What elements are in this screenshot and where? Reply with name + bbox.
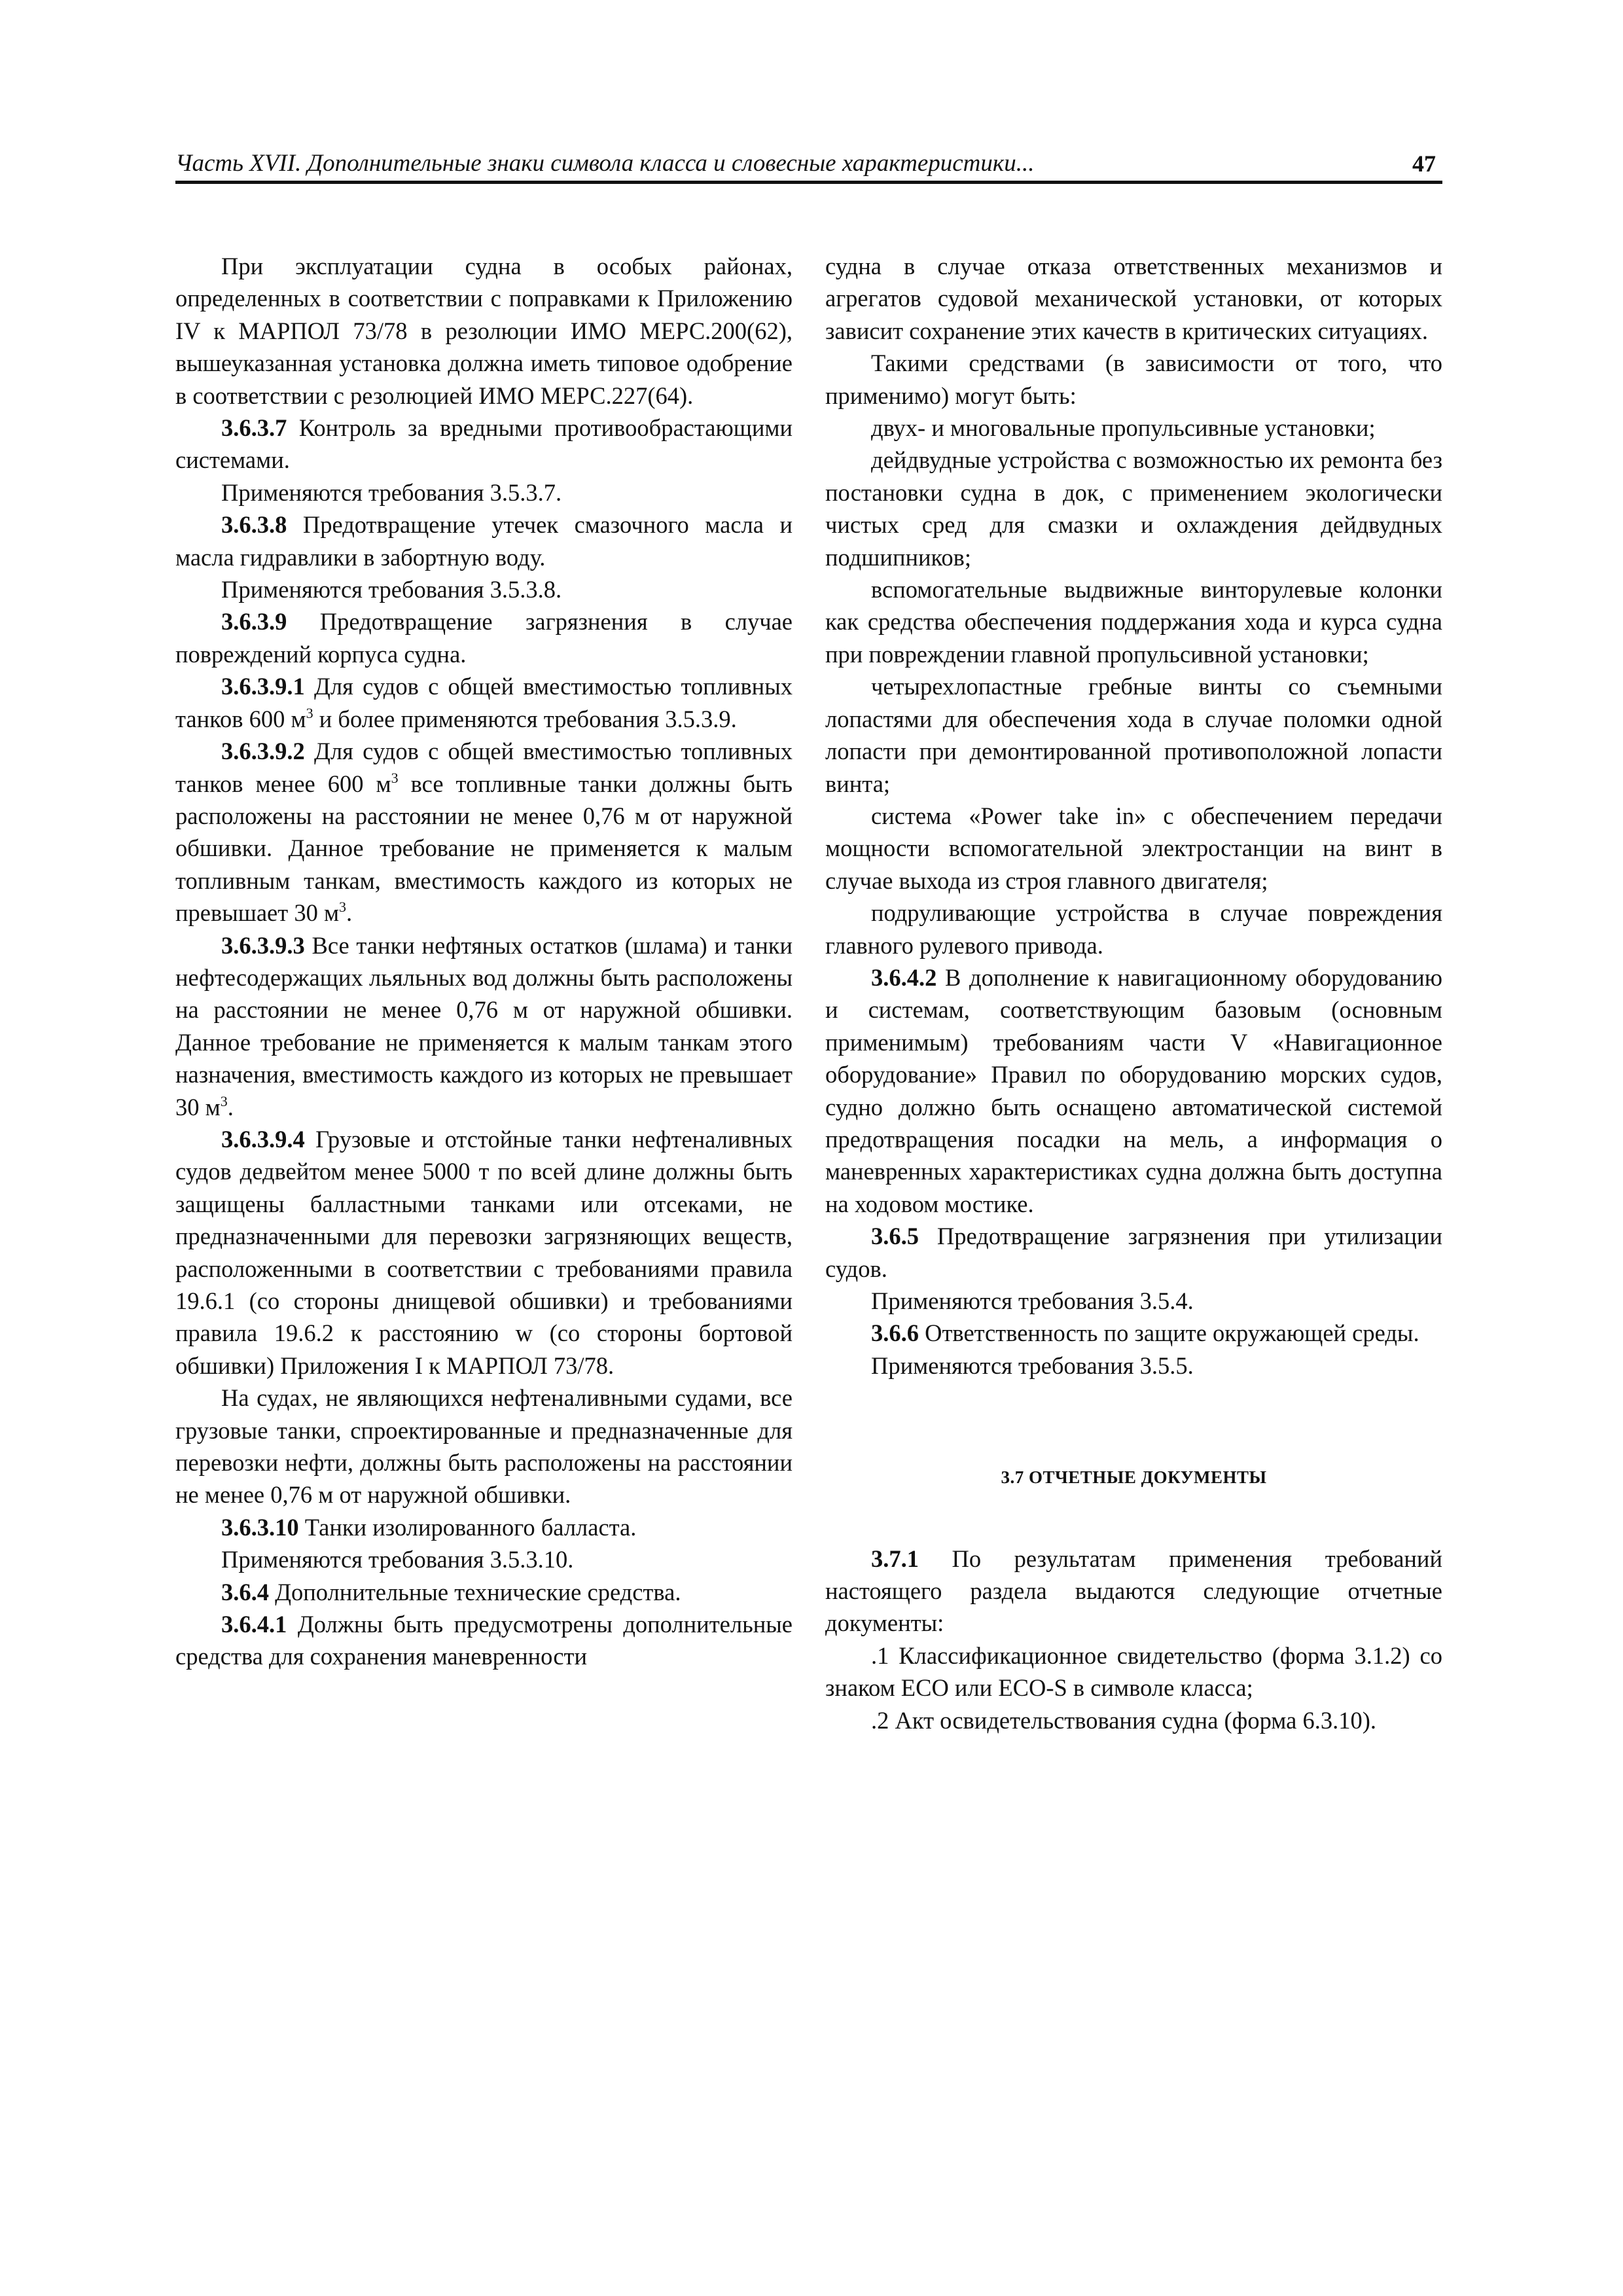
clause-text: В дополнение к навигационному оборудованию и системам, соответствующим базовым (основным применимым) требованиям части V «Навигационное оборудование» Правил по оборудованию морских судов, судно должно быть оснащено автоматической системой предотвращения посадки на мель, а информация о маневренных характеристиках судна должна быть доступна на ходовом мостике.: [825, 963, 1442, 1217]
list-item: дейдвудные устройства с возможностью их ремонта без постановки судна в док, с применением экологически чистых сред для смазки и охлаждения дейдвудных подшипников;: [825, 446, 1442, 571]
clause-number: 3.6.3.8: [221, 511, 287, 539]
requirement-ref: Применяются требования 3.5.4.: [871, 1287, 1194, 1314]
section-heading: 3.7 ОТЧЕТНЫЕ ДОКУМЕНТЫ: [1001, 1467, 1267, 1488]
clause-text: Ответственность по защите окружающей среды.: [919, 1319, 1419, 1347]
document-list-item: .2 Акт освидетельствования судна (форма 6.3.10).: [871, 1706, 1376, 1734]
clause-number: 3.6.3.10: [221, 1513, 299, 1541]
superscript: 3: [339, 899, 347, 916]
clause-number: 3.6.4: [221, 1578, 269, 1605]
paragraph-special-areas: При эксплуатации судна в особых районах, определенных в соответствии с поправками к Приложению IV к МАРПОЛ 73/78 в резолюции ИМО МЕРС.200(62), вышеуказанная установка должна иметь типовое одобрение в соответствии с резолюцией ИМО МЕРС.227(64).: [175, 253, 793, 409]
clause-number: 3.6.3.9.3: [221, 931, 305, 959]
right-column: [825, 250, 1442, 1736]
clause-text: По результатам применения требований настоящего раздела выдаются следующие отчетные документы:: [825, 1545, 1442, 1637]
document-list-item: .1 Классификационное свидетельство (форма 3.1.2) со знаком ECO или ECO-S в символе класса;: [825, 1641, 1442, 1702]
list-item: система «Power take in» с обеспечением передачи мощности вспомогательной электростанции на винт в случае выхода из строя главного двигателя;: [825, 802, 1442, 894]
clause-text: .: [346, 899, 353, 927]
clause-number: 3.6.6: [871, 1319, 919, 1347]
clause-number: 3.7.1: [871, 1545, 919, 1572]
clause-text: все топливные танки должны быть расположены на расстоянии не менее 0,76 м от наружной обшивки. Данное требование не применяется к малым топливным танкам, вместимость каждого из которых не превышает 30 м: [175, 770, 793, 927]
clause-text: и более применяются требования 3.5.3.9.: [313, 705, 737, 732]
clause-text: Танки изолированного балласта.: [298, 1513, 637, 1541]
header-title: Часть XVII. Дополнительные знаки символа класса и словесные характеристики...: [175, 150, 1035, 177]
page-number: 47: [1412, 151, 1436, 177]
clause-3-6-6: [825, 1317, 1442, 1349]
clause-text: Предотвращение утечек смазочного масла и масла гидравлики в забортную воду.: [175, 511, 793, 571]
superscript: 3: [306, 704, 313, 721]
clause-3-6-3-9-4: [175, 1123, 793, 1382]
clause-text: Грузовые и отстойные танки нефтеналивных судов дедвейтом менее 5000 т по всей длине должны быть защищены балластными танками или отсеками, не предназначенными для перевозки загрязняющих веществ, расположенными в соответствии с требованиями правила 19.6.1 (со стороны днищевой обшивки) и требованиями правила 19.6.2 к расстоянию w (со стороны бортовой обшивки) Приложения I к МАРПОЛ 73/78.: [175, 1125, 793, 1379]
requirement-ref: Применяются требования 3.5.5.: [871, 1352, 1194, 1379]
clause-3-6-3-9-2: [175, 735, 793, 929]
clause-number: 3.6.4.1: [221, 1611, 287, 1638]
paragraph-means: Такими средствами (в зависимости от того, что применимо) могут быть:: [825, 350, 1442, 409]
requirement-ref: Применяются требования 3.5.3.10.: [221, 1546, 574, 1573]
superscript: 3: [220, 1092, 228, 1109]
clause-number: 3.6.3.9: [221, 608, 287, 636]
clause-number: 3.6.3.9.1: [221, 673, 305, 700]
clause-text: Должны быть предусмотрены дополнительные средства для сохранения маневренности: [175, 1611, 793, 1670]
superscript: 3: [391, 769, 399, 786]
clause-text: .: [227, 1093, 234, 1121]
clause-3-6-3-7: [175, 412, 793, 476]
running-header: [175, 147, 1442, 184]
clause-text: Для судов с общей вместимостью топливных танков менее 600 м: [175, 738, 793, 797]
clause-number: 3.6.5: [871, 1223, 919, 1250]
left-column: [175, 250, 793, 1673]
clause-text: Предотвращение загрязнения в случае повреждений корпуса судна.: [175, 608, 793, 668]
clause-text: Предотвращение загрязнения при утилизации судов.: [825, 1223, 1442, 1282]
clause-number: 3.6.3.9.2: [221, 738, 305, 765]
clause-3-6-3-9-3: [175, 929, 793, 1123]
clause-3-6-3-9-1: [175, 670, 793, 735]
clause-3-6-4: [175, 1576, 793, 1608]
paragraph-non-oil-tankers: На судах, не являющихся нефтеналивными судами, все грузовые танки, спроектированные и предназначенные для перевозки нефти, должны быть расположены на расстоянии не менее 0,76 м от наружной обшивки.: [175, 1384, 793, 1509]
list-item: двух- и многовальные пропульсивные установки;: [871, 414, 1376, 442]
requirement-ref: Применяются требования 3.5.3.7.: [221, 478, 562, 506]
list-item: подруливающие устройства в случае повреждения главного рулевого привода.: [825, 899, 1442, 959]
clause-number: 3.6.3.9.4: [221, 1125, 305, 1153]
clause-3-7-1: [825, 1543, 1442, 1640]
requirement-ref: Применяются требования 3.5.3.8.: [221, 576, 562, 603]
clause-number: 3.6.3.7: [221, 414, 287, 442]
clause-3-6-3-8: [175, 509, 793, 573]
clause-3-6-3-10: [175, 1511, 793, 1543]
clause-3-6-4-2: [825, 961, 1442, 1220]
list-item: вспомогательные выдвижные винторулевые колонки как средства обеспечения поддержания хода и курса судна при повреждении главной пропульсивной установки;: [825, 576, 1442, 668]
clause-text: Все танки нефтяных остатков (шлама) и танки нефтесодержащих льяльных вод должны быть расположены на расстоянии не менее 0,76 м от наружной обшивки. Данное требование не применяется к малым танкам этого назначения, вместимость каждого из которых не превышает 30 м: [175, 931, 793, 1121]
list-item: четырехлопастные гребные винты со съемными лопастями для обеспечения хода в случае поломки одной лопасти при демонтированной противоположной лопасти винта;: [825, 673, 1442, 797]
clause-text: Контроль за вредными противообрастающими системами.: [175, 414, 793, 474]
paragraph-continuation: судна в случае отказа ответственных механизмов и агрегатов судовой механической установки, от которых зависит сохранение этих качеств в критических ситуациях.: [825, 253, 1442, 344]
clause-text: Для судов с общей вместимостью топливных танков 600 м: [175, 673, 793, 732]
clause-3-6-5: [825, 1220, 1442, 1285]
clause-number: 3.6.4.2: [871, 963, 937, 991]
clause-text: Дополнительные технические средства.: [269, 1578, 681, 1605]
clause-3-6-3-9: [175, 605, 793, 670]
clause-3-6-4-1: [175, 1608, 793, 1673]
